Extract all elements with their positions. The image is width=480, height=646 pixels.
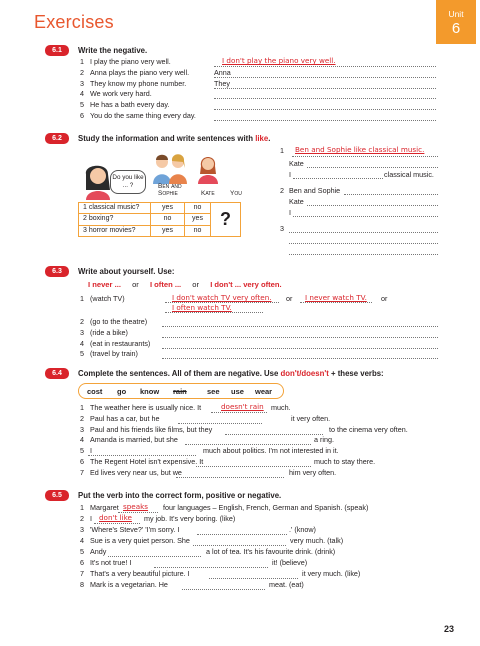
item-number: 2 bbox=[280, 186, 284, 195]
item-text: They know my phone number. bbox=[90, 78, 187, 88]
item-text-end: it very much. (like) bbox=[302, 569, 361, 578]
item-number: 1 bbox=[80, 503, 84, 512]
heading-bold: like bbox=[255, 134, 269, 143]
item-text: Amanda is married, but she bbox=[90, 435, 178, 445]
answer-line bbox=[209, 578, 298, 579]
list-item bbox=[80, 404, 201, 413]
item-text-end: four languages – English, French, German and Spanish. (speak) bbox=[163, 503, 369, 512]
or-2: or bbox=[192, 280, 200, 289]
verb-wear: wear bbox=[255, 387, 273, 396]
answer-handwritten: I often watch TV. bbox=[172, 303, 232, 312]
answer-line bbox=[292, 156, 438, 157]
exercise-badge-6-5: 6.5 bbox=[45, 490, 69, 501]
item-text: I play the piano very well. bbox=[90, 57, 171, 66]
item-text: (go to the theatre) bbox=[90, 317, 148, 326]
list-item bbox=[80, 559, 131, 568]
answer-line bbox=[307, 205, 438, 206]
item-text-end: much. bbox=[271, 403, 291, 412]
item-text: Andy bbox=[90, 547, 107, 556]
cell-kate: no bbox=[185, 203, 211, 214]
item-text: Margaret bbox=[90, 503, 119, 512]
answer-line bbox=[154, 567, 268, 568]
item-number: 2 bbox=[80, 317, 84, 326]
item-text-end: a ring. bbox=[314, 435, 334, 445]
answer-line bbox=[214, 66, 436, 67]
list-item bbox=[80, 295, 125, 304]
item-text: (watch TV) bbox=[90, 294, 125, 303]
answer-line bbox=[197, 534, 287, 535]
item-number: 4 bbox=[80, 435, 84, 445]
item-text: The Regent Hotel isn't expensive. It bbox=[90, 457, 204, 466]
row-label: 1 classical music? bbox=[79, 203, 151, 214]
list-item bbox=[80, 340, 150, 349]
answer-line bbox=[108, 556, 201, 557]
answer-handwritten: I don't watch TV very often. bbox=[172, 293, 272, 302]
item-number: 7 bbox=[80, 569, 84, 578]
answer-line bbox=[214, 77, 436, 78]
answer-handwritten: doesn't rain bbox=[221, 402, 264, 411]
exercise-heading-6-2 bbox=[78, 134, 270, 143]
item-number: 2 bbox=[80, 413, 84, 423]
answer-line bbox=[293, 216, 438, 217]
answer-handwritten: speaks bbox=[123, 502, 149, 511]
item-text: That's a very beautiful picture. I bbox=[90, 569, 190, 578]
item-number: 1 bbox=[80, 57, 84, 66]
item-text: Ed lives very near us, but we bbox=[90, 467, 182, 477]
answer-line bbox=[162, 326, 438, 327]
item-text: Paul and his friends like films, but they bbox=[90, 424, 213, 434]
answer-handwritten: I don't play the piano very well. bbox=[222, 56, 336, 65]
list-item bbox=[80, 69, 189, 78]
list-item bbox=[80, 350, 138, 359]
item-number: 1 bbox=[80, 294, 84, 303]
verb-use: use bbox=[231, 387, 244, 396]
list-item bbox=[80, 537, 190, 546]
item-number: 5 bbox=[80, 100, 84, 110]
heading-text: Complete the sentences. All of them are negative. Use bbox=[78, 369, 281, 378]
item-number: 3 bbox=[80, 525, 84, 534]
item-number: 3 bbox=[80, 78, 84, 88]
answer-line bbox=[165, 312, 263, 313]
answer-line bbox=[162, 358, 438, 359]
list-item bbox=[80, 458, 203, 467]
item-number: 5 bbox=[80, 349, 84, 359]
item-number: 8 bbox=[80, 580, 84, 589]
answer-line bbox=[214, 88, 436, 89]
exercise-badge-6-3: 6.3 bbox=[45, 266, 69, 277]
item-text: We work very hard. bbox=[90, 89, 152, 99]
table-row bbox=[79, 203, 241, 214]
exercise-heading-6-4 bbox=[78, 369, 384, 378]
ben-sophie-illustration bbox=[150, 150, 190, 184]
speech-bubble: Do you like ... ? bbox=[110, 170, 146, 194]
answer-line bbox=[214, 109, 436, 110]
row-label: 2 boxing? bbox=[79, 214, 151, 225]
list-item bbox=[80, 415, 160, 424]
item-number: 5 bbox=[80, 446, 84, 456]
list-item bbox=[80, 329, 128, 338]
answer-line bbox=[88, 455, 196, 456]
exercise-badge-6-1: 6.1 bbox=[45, 45, 69, 56]
item-number: 5 bbox=[80, 547, 84, 556]
item-number: 6 bbox=[80, 558, 84, 567]
phrase-dont-often: I don't ... very often. bbox=[210, 280, 282, 289]
answer-prompt: Kate bbox=[289, 197, 304, 206]
phrase-often: I often ... bbox=[149, 280, 182, 289]
item-text: I bbox=[90, 446, 92, 456]
item-number: 1 bbox=[280, 146, 284, 155]
verb-see: see bbox=[207, 387, 220, 396]
exercise-heading-6-1: Write the negative. bbox=[78, 46, 148, 55]
item-number: 3 bbox=[80, 327, 84, 337]
verb-box bbox=[78, 383, 284, 399]
answer-prompt: I bbox=[289, 170, 291, 179]
item-text: The weather here is usually nice. It bbox=[90, 403, 202, 412]
list-item bbox=[80, 526, 179, 535]
answer-prompt: They bbox=[214, 78, 230, 88]
cell-ben-sophie: yes bbox=[151, 225, 185, 236]
list-item bbox=[80, 548, 106, 557]
item-text-end: it very often. bbox=[291, 413, 331, 423]
item-text: I bbox=[90, 514, 92, 523]
list-item bbox=[80, 436, 178, 445]
item-text-end: very much. (talk) bbox=[290, 536, 344, 545]
cell-kate: yes bbox=[185, 214, 211, 225]
answer-line bbox=[162, 337, 438, 338]
item-text: He has a bath every day. bbox=[90, 100, 170, 110]
col-header-ben-sophie: Ben and Sophie bbox=[158, 183, 182, 198]
item-number: 7 bbox=[80, 467, 84, 477]
list-item bbox=[80, 570, 190, 579]
answer-handwritten: don't like bbox=[99, 513, 132, 522]
likes-table bbox=[78, 202, 241, 237]
answer-line bbox=[182, 589, 265, 590]
or-text: or bbox=[286, 294, 293, 303]
list-item bbox=[80, 469, 182, 478]
answer-line bbox=[176, 477, 284, 478]
answer-line bbox=[196, 466, 311, 467]
list-item bbox=[80, 515, 92, 524]
item-text: (travel by train) bbox=[90, 349, 138, 359]
cell-ben-sophie: yes bbox=[151, 203, 185, 214]
answer-handwritten: I never watch TV. bbox=[305, 293, 367, 302]
col-header-you: You bbox=[230, 190, 242, 197]
answer-prompt: Anna bbox=[214, 67, 231, 77]
answer-line bbox=[118, 512, 158, 513]
heading-end: + these verbs: bbox=[328, 369, 384, 378]
answer-prompt: Ben and Sophie bbox=[289, 186, 341, 195]
verb-go: go bbox=[117, 387, 127, 396]
answer-line bbox=[211, 412, 267, 413]
item-text-end: a lot of tea. It's his favourite drink. (drink) bbox=[206, 547, 336, 556]
list-item bbox=[80, 90, 152, 99]
item-text: Sue is a very quiet person. She bbox=[90, 536, 190, 545]
exercise-heading-6-3: Write about yourself. Use: bbox=[78, 267, 175, 276]
answer-line bbox=[165, 302, 279, 303]
heading-bold: don't/doesn't bbox=[280, 369, 329, 378]
item-text-end: to the cinema very often. bbox=[329, 424, 408, 434]
answer-line bbox=[289, 254, 438, 255]
answer-handwritten: Ben and Sophie like classical music. bbox=[295, 145, 425, 154]
answer-line bbox=[300, 302, 372, 303]
cell-you: ? bbox=[211, 203, 241, 237]
item-text: (eat in restaurants) bbox=[90, 338, 151, 348]
item-number: 4 bbox=[80, 89, 84, 99]
list-item bbox=[80, 318, 147, 327]
item-text-end: my job. It's very boring. (like) bbox=[144, 514, 236, 523]
row-label: 3 horror movies? bbox=[79, 225, 151, 236]
verb-know: know bbox=[140, 387, 160, 396]
phrase-never: I never ... bbox=[88, 280, 121, 289]
item-text: It's not true! I bbox=[90, 558, 132, 567]
item-text: Anna plays the piano very well. bbox=[90, 67, 190, 77]
item-number: 2 bbox=[80, 67, 84, 77]
list-item bbox=[80, 101, 169, 110]
item-text-end: much to stay there. bbox=[314, 457, 376, 466]
unit-number: 6 bbox=[451, 20, 461, 38]
verb-cost: cost bbox=[87, 387, 103, 396]
exercise-badge-6-4: 6.4 bbox=[45, 368, 69, 379]
item-number: 1 bbox=[80, 403, 84, 412]
use-phrases bbox=[88, 280, 282, 289]
item-number: 4 bbox=[80, 338, 84, 348]
item-number: 6 bbox=[80, 111, 84, 120]
answer-line bbox=[162, 348, 438, 349]
answer-line bbox=[214, 120, 436, 121]
answer-line bbox=[344, 194, 438, 195]
or-1: or bbox=[132, 280, 139, 289]
answer-line bbox=[178, 423, 262, 424]
cell-kate: no bbox=[185, 225, 211, 236]
item-text: 'Where's Steve?' 'I'm sorry. I bbox=[90, 525, 180, 534]
item-text: You do the same thing every day. bbox=[90, 111, 196, 120]
or-text: or bbox=[381, 294, 388, 303]
answer-line bbox=[289, 232, 438, 233]
list-item bbox=[80, 504, 119, 513]
exercise-heading-6-5: Put the verb into the correct form, positive or negative. bbox=[78, 491, 282, 500]
answer-prompt: I bbox=[289, 208, 291, 217]
list-item bbox=[80, 58, 171, 67]
item-number: 6 bbox=[80, 457, 84, 466]
unit-tab bbox=[436, 0, 476, 44]
list-item bbox=[80, 112, 196, 121]
answer-line bbox=[307, 167, 438, 168]
page-number: 23 bbox=[444, 624, 455, 634]
answer-prompt: classical music. bbox=[384, 170, 434, 179]
item-text-end: him very often. bbox=[289, 467, 337, 477]
answer-line bbox=[214, 98, 436, 99]
item-text-end: .' (know) bbox=[289, 525, 316, 534]
heading-end: . bbox=[268, 134, 271, 143]
answer-prompt: Kate bbox=[289, 159, 304, 168]
item-text: (ride a bike) bbox=[90, 327, 128, 337]
page-title: Exercises bbox=[34, 12, 114, 32]
unit-label: Unit bbox=[448, 9, 464, 19]
col-header-kate: Kate bbox=[201, 190, 215, 197]
answer-line bbox=[289, 243, 438, 244]
item-text: Paul has a car, but he bbox=[90, 413, 160, 423]
answer-line bbox=[293, 178, 383, 179]
answer-line bbox=[185, 444, 311, 445]
answer-line bbox=[193, 545, 286, 546]
item-text-end: it! (believe) bbox=[272, 558, 308, 567]
answer-line bbox=[225, 434, 323, 435]
item-number: 3 bbox=[280, 224, 284, 233]
heading-text: Study the information and write sentences with bbox=[78, 134, 256, 143]
kate-illustration bbox=[197, 152, 219, 184]
list-item bbox=[80, 426, 212, 435]
item-text: Mark is a vegetarian. He bbox=[90, 580, 168, 589]
verb-rain: rain bbox=[173, 387, 187, 396]
answer-line bbox=[94, 523, 140, 524]
item-text-end: meat. (eat) bbox=[269, 580, 304, 589]
item-number: 3 bbox=[80, 424, 84, 434]
cell-ben-sophie: no bbox=[151, 214, 185, 225]
list-item bbox=[80, 80, 186, 89]
list-item bbox=[80, 581, 168, 590]
exercise-badge-6-2: 6.2 bbox=[45, 133, 69, 144]
item-text-end: much about politics. I'm not interested in it. bbox=[203, 446, 339, 456]
item-number: 4 bbox=[80, 536, 84, 545]
item-number: 2 bbox=[80, 514, 84, 523]
